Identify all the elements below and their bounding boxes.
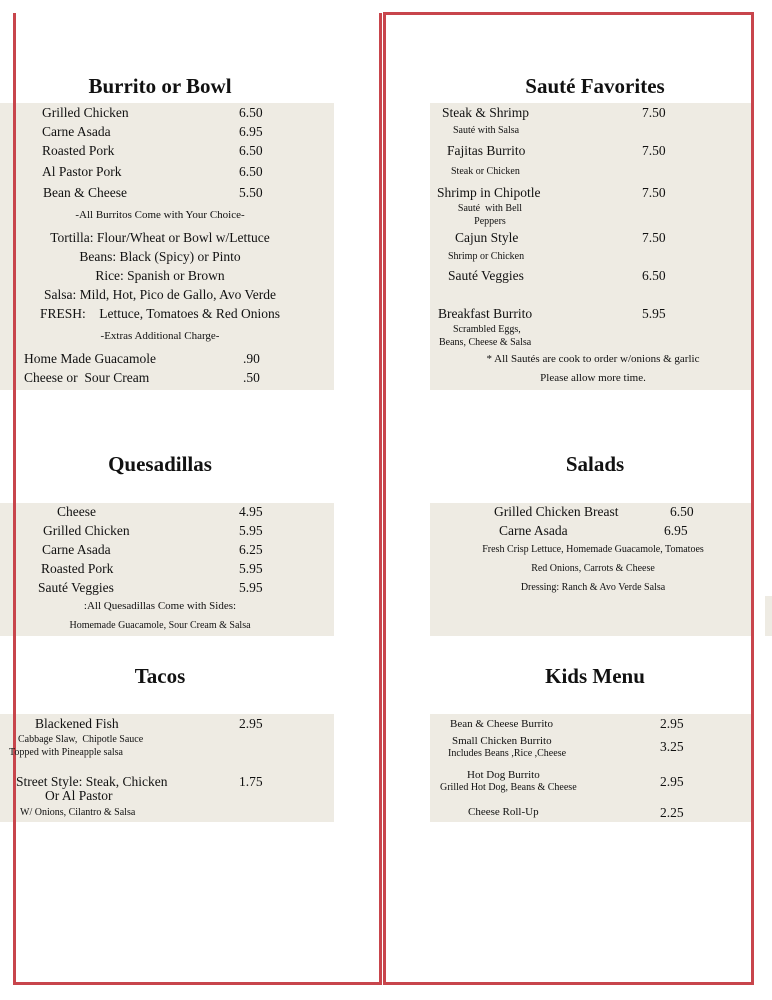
kids-item-price: 3.25: [660, 739, 684, 754]
border-left: [13, 13, 16, 985]
burrito-item-name: Roasted Pork: [42, 143, 115, 158]
saute-item-desc: Sauté with Bell: [457, 203, 523, 214]
taco-item-name: Street Style: Steak, Chicken: [16, 774, 168, 789]
taco-item-price: 2.95: [239, 716, 263, 731]
saute-item-desc: Shrimp or Chicken: [448, 251, 525, 262]
saute-note: Please allow more time.: [540, 372, 646, 384]
quesadilla-item-name: Roasted Pork: [41, 561, 114, 576]
saute-item-price: 7.50: [642, 230, 666, 245]
kids-item-name: Bean & Cheese Burrito: [450, 718, 553, 730]
saute-item-price: 5.95: [642, 306, 666, 321]
extra-item-name: Cheese or Sour Cream: [24, 370, 150, 385]
salads-title: Salads: [565, 452, 625, 476]
border-divider-right: [383, 13, 386, 985]
salads-note: Red Onions, Carrots & Cheese: [531, 563, 655, 574]
kids-title: Kids Menu: [545, 664, 645, 688]
quesadilla-item-price: 5.95: [239, 580, 263, 595]
salads-note: Dressing: Ranch & Avo Verde Salsa: [520, 582, 666, 593]
border-divider-left: [379, 13, 382, 985]
saute-item-desc: Steak or Chicken: [451, 166, 520, 177]
saute-item-desc: Beans, Cheese & Salsa: [439, 337, 532, 348]
saute-item-price: 7.50: [642, 185, 666, 200]
taco-item-desc: W/ Onions, Cilantro & Salsa: [20, 807, 136, 818]
saute-item-name: Breakfast Burrito: [438, 306, 533, 321]
border-right: [751, 12, 754, 985]
saute-item-name: Steak & Shrimp: [442, 105, 529, 120]
burrito-option: Tortilla: Flour/Wheat or Bowl w/Lettuce: [50, 230, 270, 245]
saute-note: * All Sautés are cook to order w/onions & garlic: [486, 353, 700, 365]
burrito-item-price: 6.95: [239, 124, 263, 139]
border-top-right: [383, 12, 752, 15]
kids-item-desc: Grilled Hot Dog, Beans & Cheese: [440, 782, 577, 793]
burrito-item-name: Carne Asada: [42, 124, 111, 139]
burrito-item-price: 6.50: [239, 164, 263, 179]
burrito-title: Burrito or Bowl: [88, 74, 232, 98]
taco-item-price: 1.75: [239, 774, 263, 789]
tacos-title: Tacos: [134, 664, 186, 688]
kids-item-desc: Includes Beans ,Rice ,Cheese: [448, 748, 567, 759]
quesadilla-item-name: Grilled Chicken: [43, 523, 130, 538]
taco-item-desc: Topped with Pineapple salsa: [9, 747, 123, 758]
saute-item-price: 6.50: [642, 268, 666, 283]
quesadilla-item-price: 5.95: [239, 523, 263, 538]
quesadillas-note: :All Quesadillas Come with Sides:: [83, 600, 237, 612]
taco-item-name: Or Al Pastor: [45, 788, 113, 803]
quesadilla-item-price: 6.25: [239, 542, 263, 557]
burrito-item-name: Grilled Chicken: [42, 105, 129, 120]
quesadilla-item-price: 4.95: [239, 504, 263, 519]
quesadilla-item-price: 5.95: [239, 561, 263, 576]
burrito-option: Salsa: Mild, Hot, Pico de Gallo, Avo Verde: [44, 287, 276, 302]
burrito-extras-note: -Extras Additional Charge-: [100, 330, 220, 342]
kids-item-price: 2.25: [660, 805, 684, 820]
quesadillas-note: Homemade Guacamole, Sour Cream & Salsa: [69, 620, 251, 631]
burrito-item-price: 5.50: [239, 185, 263, 200]
saute-item-desc: Sauté with Salsa: [453, 125, 520, 136]
kids-item-name: Small Chicken Burrito: [452, 735, 552, 747]
burrito-item-name: Al Pastor Pork: [42, 164, 122, 179]
taco-item-desc: Cabbage Slaw, Chipotle Sauce: [18, 734, 144, 745]
border-bottom-left: [13, 982, 382, 985]
saute-item-desc: Scrambled Eggs,: [453, 324, 521, 335]
saute-item-name: Fajitas Burrito: [447, 143, 526, 158]
burrito-item-price: 6.50: [239, 105, 263, 120]
salad-item-price: 6.95: [664, 523, 688, 538]
quesadilla-item-name: Carne Asada: [42, 542, 111, 557]
burrito-option: FRESH: Lettuce, Tomatoes & Red Onions: [40, 306, 280, 321]
saute-item-name: Sauté Veggies: [448, 268, 524, 283]
kids-item-price: 2.95: [660, 716, 684, 731]
salad-item-name: Grilled Chicken Breast: [494, 504, 619, 519]
quesadilla-item-name: Sauté Veggies: [38, 580, 114, 595]
kids-item-name: Cheese Roll-Up: [468, 806, 539, 818]
burrito-item-price: 6.50: [239, 143, 263, 158]
saute-item-price: 7.50: [642, 105, 666, 120]
salads-note: Fresh Crisp Lettuce, Homemade Guacamole, Tomatoes: [482, 544, 704, 555]
salad-item-name: Carne Asada: [499, 523, 568, 538]
burrito-option: Rice: Spanish or Brown: [95, 268, 225, 283]
saute-item-name: Cajun Style: [455, 230, 519, 245]
extra-item-price: .50: [243, 370, 260, 385]
salad-item-price: 6.50: [670, 504, 694, 519]
saute-item-name: Shrimp in Chipotle: [437, 185, 541, 200]
burrito-option: Beans: Black (Spicy) or Pinto: [79, 249, 241, 264]
quesadillas-title: Quesadillas: [108, 452, 212, 476]
kids-item-price: 2.95: [660, 774, 684, 789]
extra-item-price: .90: [243, 351, 260, 366]
kids-item-name: Hot Dog Burrito: [467, 769, 540, 781]
burrito-item-name: Bean & Cheese: [43, 185, 127, 200]
taco-item-name: Blackened Fish: [35, 716, 119, 731]
quesadilla-item-name: Cheese: [57, 504, 96, 519]
saute-item-desc: Peppers: [474, 216, 506, 227]
extra-item-name: Home Made Guacamole: [24, 351, 156, 366]
saute-title: Sauté Favorites: [525, 74, 665, 98]
edge-tab: [765, 596, 772, 636]
saute-item-price: 7.50: [642, 143, 666, 158]
burrito-choice-note: -All Burritos Come with Your Choice-: [75, 209, 245, 221]
border-bottom-right: [383, 982, 754, 985]
